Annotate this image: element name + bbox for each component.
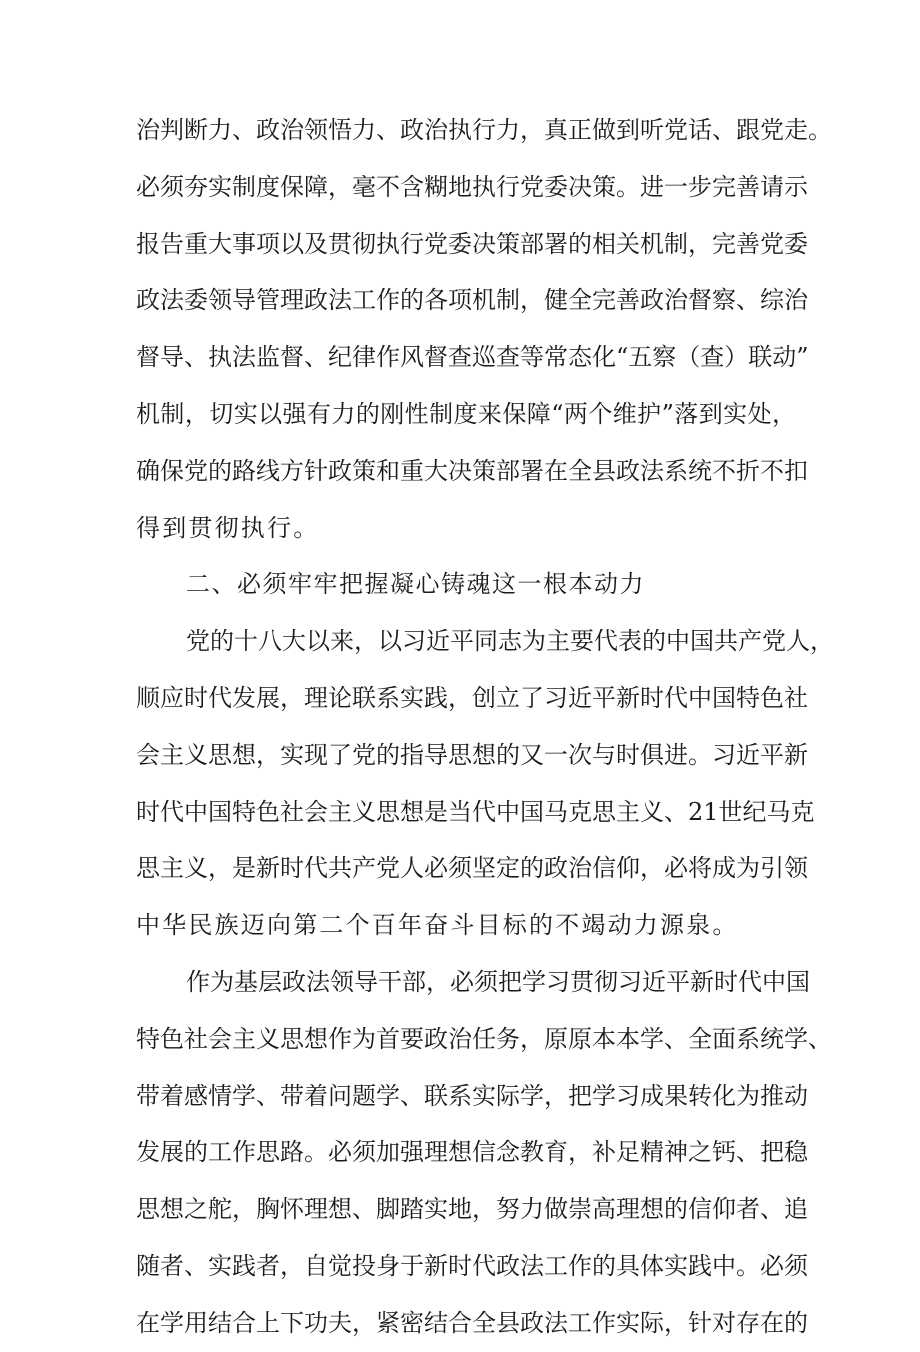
text-line: 报告重大事项以及贯彻执行党委决策部署的相关机制，完善党委 [136,229,808,258]
text-line: 在学用结合上下功夫，紧密结合全县政法工作实际，针对存在的 [136,1308,808,1337]
text-line: 顺应时代发展，理论联系实践，创立了习近平新时代中国特色社 [136,683,808,712]
text-line: 带着感情学、带着问题学、联系实际学，把学习成果转化为推动 [136,1081,808,1110]
text-line: 中华民族迈向第二个百年奋斗目标的不竭动力源泉。 [136,911,739,940]
text-line: 发展的工作思路。必须加强理想信念教育，补足精神之钙、把稳 [136,1138,808,1167]
text-line: 作为基层政法领导干部，必须把学习贯彻习近平新时代中国 [186,967,810,996]
text-line: 随者、实践者，自觉投身于新时代政法工作的具体实践中。必须 [136,1251,808,1280]
text-line: 治判断力、政治领悟力、政治执行力，真正做到听党话、跟党走。 [136,116,832,144]
text-line: 时代中国特色社会主义思想是当代中国马克思主义、21世纪马克 [136,797,815,826]
text-line: 机制，切实以强有力的刚性制度来保障“两个维护”落到实处， [136,399,796,428]
text-line: 确保党的路线方针政策和重大决策部署在全县政法系统不折不扣 [136,456,808,485]
text-line: 会主义思想，实现了党的指导思想的又一次与时俱进。习近平新 [136,740,808,769]
text-line: 思主义，是新时代共产党人必须坚定的政治信仰，必将成为引领 [136,854,808,883]
text-line: 得到贯彻执行。 [136,513,320,542]
text-line: 特色社会主义思想作为首要政治任务，原原本本学、全面系统学、 [136,1024,832,1053]
text-line: 党的十八大以来，以习近平同志为主要代表的中国共产党人， [186,627,834,656]
document-body [136,102,834,1352]
text-line: 必须夯实制度保障，毫不含糊地执行党委决策。进一步完善请示 [136,172,808,201]
text-line: 督导、执法监督、纪律作风督查巡查等常态化“五察（查）联动” [136,343,809,372]
text-line: 政法委领导管理政法工作的各项机制，健全完善政治督察、综治 [136,286,808,315]
text-line: 思想之舵，胸怀理想、脚踏实地，努力做崇高理想的信仰者、追 [136,1195,808,1224]
section-heading: 二、必须牢牢把握凝心铸魂这一根本动力 [186,570,645,599]
